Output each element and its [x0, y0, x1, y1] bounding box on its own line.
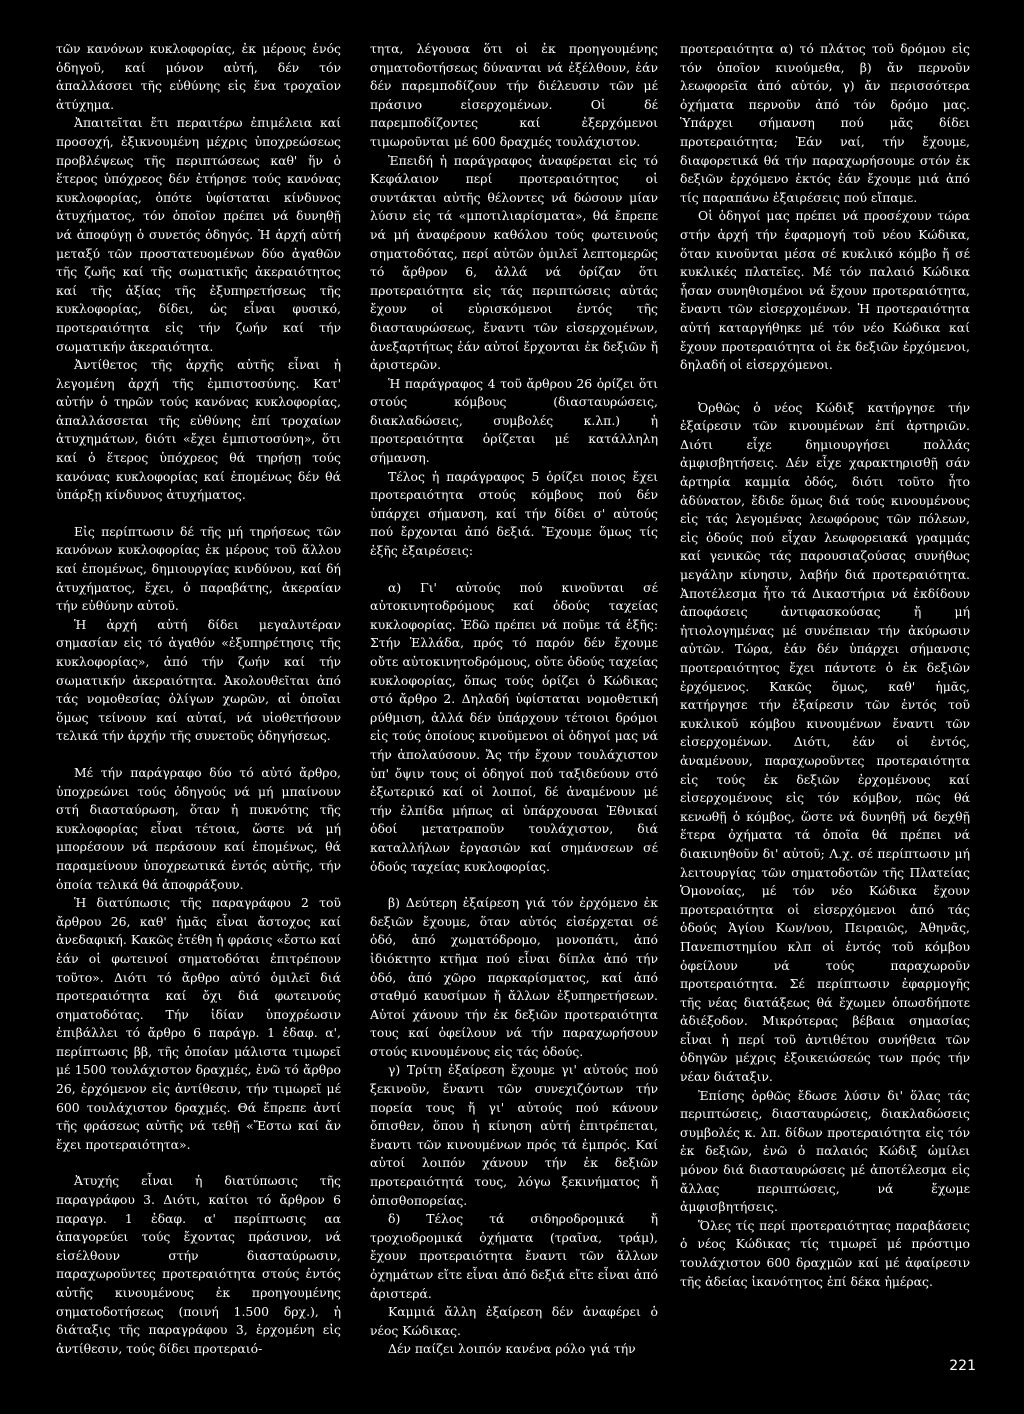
paragraph: Ἀπαιτεῖται ἔτι περαιτέρω ἐπιμέλεια καί προσοχή, ἐξικνουμένη μέχρις ὑποχρεώσεως προβλέψεως τῆς περιπτώσεως καθ' ἥν ὁ ἕτερος ὑπόχρεος δέν ἐτήρησε τούς κανόνας κυκλοφορίας, ὁπότε ὑφίσταται κίνδυνος ἀτυχήματος, τόν ὁποῖον πρέπει νά δυνηθῇ νά ἀποφύγῃ ὁ συνετός ὁδηγός. Ἡ ἀρχή αὐτή μεταξύ τῶν προστατευομένων δύο ἀγαθῶν τῆς ζωῆς καί τῆς σωματικῆς ἀκεραιότητος καί τῆς ἀξίας τῆς ἐξυπηρετήσεως τῆς κυκλοφορίας, δίδει, ὡς εἶναι φυσικό, προτεραιότητα εἰς τήν ζωήν καί τήν σωματικήν ἀκεραιότητα. [56, 115, 341, 354]
paragraph: Εἰς περίπτωσιν δέ τῆς μή τηρήσεως τῶν κανόνων κυκλοφορίας ἐκ μέρους τοῦ ἄλλου καί ἐπομένως, δημιουργίας κινδύνου, καί δή ἀτυχήματος, ἔχει, ὁ παραβάτης, ἀκεραίαν τήν εὐθύνην αὐτοῦ. [56, 523, 341, 614]
paragraph: Ἡ διατύπωσις τῆς παραγράφου 2 τοῦ ἄρθρου 26, καθ' ἡμᾶς εἶναι ἄστοχος καί ἀνεδαφική. Κακῶς ἐτέθη ἡ φράσις «ἔστω καί ἐάν οἱ φωτεινοί σηματοδόται ἐπιτρέπουν τοῦτο». Διότι τό ἄρθρο αὐτό ὁμιλεῖ διά προτεραιότητα καί ὄχι διά φωτεινούς σηματοδότας. Τήν ἰδίαν ὑποχρέωσιν ἐπιβάλλει τό ἄρθρο 6 παράγρ. 1 ἐδαφ. α', περίπτωσις ββ, τῆς ὁποίαν μάλιστα τιμωρεῖ μέ 1500 τουλάχιστον δραχμές, ἐνῶ τό ἄρθρο 26, ἐρχόμενον εἰς ἀντίθεσιν, τήν τιμωρεῖ μέ 600 τουλάχιστον δραχμές. Θά ἔπρεπε ἀντί τῆς φράσεως αὐτῆς νά τεθῇ «Ἔστω καί ἄν ἔχει προτεραιότητα». [56, 895, 341, 1152]
list-item: α) Γι' αὐτούς πού κινοῦνται σέ αὐτοκινητοδρόμους καί ὁδούς ταχείας κυκλοφορίας. Ἐδῶ πρέπει νά ποῦμε τά ἑξῆς: Στήν Ἑλλάδα, πρός τό παρόν δέν ἔχουμε οὔτε αὐτοκινητοδρόμους, οὔτε ὁδούς ταχείας κυκλοφορίας, ὅπως τούς ὁρίζει ὁ Κώδικας στό ἄρθρο 2. Δηλαδή ὑφίσταται νομοθετική ρύθμιση, ἀλλά δέν ὑπάρχουν τέτοιοι δρόμοι εἰς τούς ὁποίους κινοῦμενοι οἱ ὁδηγοί μας νά τήν ἀπολαύσουν. Ἄς τήν ἔχουν τουλάχιστον ὑπ' ὄψιν τους οἱ ὁδηγοί πού ταξιδεύουν στό ἐξωτερικό καί οἱ λοιποί, δέ ἀναμένουν μέ τήν ἐλπίδα μήπως αἱ ὑπάρχουσαι Ἐθνικαί ὁδοί μετατραποῦν τουλάχιστον, διά καταλλήλων ἐργασιῶν καί σημάνσεων σέ ὁδούς ταχείας κυκλοφορίας. [370, 579, 658, 874]
paragraph: προτεραιότητα α) τό πλάτος τοῦ δρόμου εἰς τόν ὁποῖον κινούμεθα, β) ἄν περνοῦν λεωφορεῖα ἀπό αὐτόν, γ) ἄν περισσότερα ὀχήματα περνοῦν ἀπό τόν δρόμο μας. Ὑπάρχει σήμανση πού μᾶς δίδει προτεραιότητα; Ἐάν ναί, τήν ἔχουμε, διαφορετικά θά τήν παραχωρήσουμε στόν ἐκ δεξιῶν ἐρχόμενο ἐκτός ἐάν ἔχουμε μιά ἀπό τίς παραπάνω ἐξαιρέσεις πού εἴπαμε. [680, 41, 970, 205]
paragraph: τητα, λέγουσα ὅτι οἱ ἐκ προηγουμένης σηματοδοτήσεως δύνανται νά ἐξέλθουν, ἐάν δέν παρεμποδίζουν τήν διέλευσιν τῶν μέ πράσινο εἰσερχομένων. Οἱ δέ παρεμποδίζοντες καί ἐξερχόμενοι τιμωροῦνται μέ 600 δραχμές τουλάχιστον. [370, 41, 658, 149]
paragraph: Τέλος ἡ παράγραφος 5 ὁρίζει ποιος ἔχει προτεραιότητα στούς κόμβους πού δέν ὑπάρχει σήμανση, καί τήν δίδει σ' αὐτούς πού ἔρχονται ἀπό δεξιά. Ἔχουμε ὅμως τίς ἑξῆς ἐξαιρέσεις: [370, 468, 658, 559]
paragraph: Ἐπίσης ὀρθῶς ἔδωσε λύσιν δι' ὅλας τάς περιπτώσεις, διασταυρώσεις, διακλαδώσεις συμβολές κ. λπ. δίδων προτεραιότητα εἰς τόν ἐκ δεξιῶν, ἐνῶ ὁ παλαιός Κώδιξ ὡμίλει μόνον διά διασταυρώσεις μέ ἀποτέλεσμα εἰς ἄλλας περιπτώσεις, νά ἔχωμε ἀμφισβητήσεις. [680, 1087, 970, 1215]
paragraph: Ἡ ἀρχή αὐτή δίδει μεγαλυτέραν σημασίαν εἰς τό ἀγαθόν «ἐξυπηρέτησις τῆς κυκλοφορίας», ἀπό τήν ζωήν καί τήν σωματικήν ἀκεραιότητα. Ἀκολουθεῖται ἀπό τάς νομοθεσίας ὀλίγων χωρῶν, αἱ ὁποῖαι ὅμως τείνουν καί αὐταί, νά υἱοθετήσουν τελικά τήν ἀρχήν τῆς συνετοῦς ὁδηγήσεως. [56, 616, 341, 744]
list-item: δ) Τέλος τά σιδηροδρομικά ἤ τροχιοδρομικά ὀχήματα (τραῖνα, τράμ), ἔχουν προτεραιότητα ἔναντι τῶν ἄλλων ὀχημάτων εἴτε εἶναι ἀπό δεξιά εἴτε εἶναι ἀπό ἀριστερά. [370, 1211, 658, 1301]
paragraph: Μέ τήν παράγραφο δύο τό αὐτό ἄρθρο, ὑποχρεώνει τούς ὁδηγούς νά μή μπαίνουν στή διασταύρωση, ὅταν ἡ πυκνότης τῆς κυκλοφορίας εἶναι τέτοια, ὥστε νά μή μπορέσουν νά περάσουν καί ἐπομένως, θά παραμείνουν ὑποχρεωτικά ἐντός αὐτῆς, τήν ὁποία τελικά θά ἀποφράξουν. [56, 764, 341, 892]
paragraph: Οἱ ὁδηγοί μας πρέπει νά προσέχουν τώρα στήν ἀρχή τήν ἐφαρμογή τοῦ νέου Κώδικα, ὅταν κινοῦνται μέσα σέ κυκλικό κόμβο ἤ σέ κυκλικές πλατεῖες. Μέ τόν παλαιό Κώδικα ἦσαν συνηθισμένοι νά ἔχουν προτεραιότητα, ἔναντι τῶν εἰσερχομένων. Ἡ προτεραιότητα αὐτή καταργήθηκε μέ τόν νέο Κώδικα καί ἔχουν προτεραιότητα οἱ ἐκ δεξιῶν ἐρχόμενοι, δηλαδή οἱ εἰσερχόμενοι. [680, 208, 970, 373]
list-item: β) Δεύτερη ἐξαίρεση γιά τόν ἐρχόμενο ἐκ δεξιῶν ἔχουμε, ὅταν αὐτός εἰσέρχεται σέ ὁδό, ἀπό χωματόδρομο, μονοπάτι, ἀπό ἰδιόκτητο κτῆμα πού εἶναι δίπλα ἀπό τήν ὁδό, ἀπό χῶρο παρκαρίσματος, καί ἀπό σταθμό καυσίμων ἤ ἄλλων ἐξυπηρετήσεων. Αὐτοί χάνουν τήν ἐκ δεξιῶν προτεραιότητα τους καί ὀφείλουν νά τήν παραχωρήσουν στούς κινουμένους εἰς τάς ὁδούς. [370, 895, 658, 1059]
paragraph: Δέν παίζει λοιπόν κανένα ρόλο γιά τήν [388, 1341, 636, 1357]
paragraph: Ὀρθῶς ὁ νέος Κώδιξ κατήργησε τήν ἐξαίρεσιν τῶν κινουμένων ἐπί ἀρτηριῶν. Διότι εἶχε δημιουργήσει πολλάς ἀμφισβητήσεις. Δέν εἶχε χαρακτηρισθῇ σάν ἀρτηρία καμμία ὁδός, διότι τοῦτο ἦτο ἀδύνατον, ἔδιδε ὅμως διά τούς κινουμένους εἰς τάς λεγομένας λεωφόρους τῶν πόλεων, εἰς ὁδούς πού εἶχαν λεωφορειακά γραμμάς καί γενικῶς τάς παρουσιαζούσας συνήθως μεγάλην κίνησιν, λαβήν διά προτεραιότητα. Ἀποτέλεσμα ἦτο τά Δικαστήρια νά ἐκδίδουν ἀποφάσεις ἀντιφασκούσας ἤ μή ἠτιολογημένας μέ συνέπειαν τήν ἀκύρωσιν αὐτῶν. Τώρα, ἐάν δέν ὑπάρχει σήμανσις προτεραιότητος ἔχει πάντοτε ὁ ἐκ δεξιῶν ἐρχόμενος. Κακῶς ὅμως, καθ' ἡμᾶς, κατήργησε τήν ἐξαίρεσιν τῶν ἐντός τοῦ κυκλικοῦ κόμβου κινουμένων ἔναντι τῶν εἰσερχομένων. Διότι, ἐάν οἱ ἐντός, ἀναμένουν, παραχωροῦντες προτεραιότητα εἰς τούς ἐκ δεξιῶν ἐρχομένους καί εἰσερχομένους εἰς τόν κόμβον, πῶς θά κενωθῇ ὁ κόμβος, ὥστε νά δυνηθῇ νά δεχθῇ ἕτερα ὀχήματα τά ὁποῖα θά πρέπει νά διακινηθοῦν δι' αὐτοῦ; Λ.χ. σέ περίπτωσιν μή λειτουργίας τῶν σηματοδοτῶν τῆς Πλατείας Ὁμονοίας, μέ τόν νέο Κώδικα ἔχουν προτεραιότητα οἱ εἰσερχόμενοι ἀπό τάς ὁδούς Ἁγίου Κων/νου, Πειραιῶς, Ἀθηνᾶς, Πανεπιστημίου κλπ οἱ ἐντός τοῦ κόμβου ὀφείλουν νά τούς παραχωροῦν προτεραιότητα. Σέ περίπτωσιν ἐφαρμογῆς τῆς νέας διατάξεως θά ἔχωμεν ὁπωσδήποτε ἀδιέξοδον. Μικρότερας βέβαια σημασίας εἶναι ἡ περί τοῦ ἀντιθέτου συνήθεια τῶν ὁδηγῶν μέχρις ἐξοικειώσεώς των πρός τήν νέαν διάταξιν. [680, 399, 970, 1085]
paragraph: τῶν κανόνων κυκλοφορίας, ἐκ μέρους ἑνός ὁδηγοῦ, καί μόνον αὐτή, δέν τόν ἀπαλλάσσει τῆς εὐθύνης εἰς ἕνα τροχαῖον ἀτύχημα. [56, 41, 341, 112]
page-number: 221 [949, 1358, 976, 1374]
text-column-right [680, 40, 970, 1291]
text-column-left [56, 40, 341, 1358]
paragraph: Καμμιά ἄλλη ἐξαίρεση δέν ἀναφέρει ὁ νέος Κώδικας. [370, 1304, 658, 1338]
paragraph: Ὅλες τίς περί προτεραιότητας παραβάσεις ὁ νέος Κώδικας τίς τιμωρεῖ μέ πρόστιμο τουλάχιστον 600 δραχμῶν καί μέ ἀφαίρεσιν τῆς ἀδείας ἱκανότητος ἐπί δέκα ἡμέρας. [680, 1217, 970, 1289]
paragraph: Ἡ παράγραφος 4 τοῦ ἄρθρου 26 ὁρίζει ὅτι στούς κόμβους (διασταυρώσεις, διακλαδώσεις, συμβολές κ.λπ.) ἡ προτεραιότητα ὁρίζεται μέ κατάλληλη σήμανση. [370, 375, 658, 466]
paragraph: Ἀντίθετος τῆς ἀρχῆς αὐτῆς εἶναι ἡ λεγομένη ἀρχή τῆς ἐμπιστοσύνης. Κατ' αὐτήν ὁ τηρῶν τούς κανόνας κυκλοφορίας, ἀπαλλάσσεται τῆς εὐθύνης ἐπί τροχαίων ἀτυχημάτων, διότι «ἔχει ἐμπιστοσύνη», ὅτι καί ὁ ἕτερος ὑπόχρεος θά τηρήσῃ τούς κανόνας κυκλοφορίας καί ἐπομένως δέν θά ὑπάρξῃ κίνδυνος ἀτυχήματος. [56, 357, 341, 503]
paragraph: Ἀτυχής εἶναι ἡ διατύπωσις τῆς παραγράφου 3. Διότι, καίτοι τό ἄρθρον 6 παραγρ. 1 ἐδαφ. α' περίπτωσις αα ἀπαγορεύει τούς ἔχοντας πράσινον, νά εἰσέλθουν στήν διασταύρωσιν, παραχωροῦντες προτεραιότητα στούς ἐντός αὐτῆς κινουμένους ἐκ προηγουμένης σηματοδοτήσεως (ποινή 1.500 δρχ.), ἡ διάταξις τῆς παραγράφου 3, ἐρχομένη εἰς ἀντίθεσιν, τούς δίδει προτεραιό- [56, 1173, 341, 1356]
paragraph: Ἐπειδή ἡ παράγραφος ἀναφέρεται εἰς τό Κεφάλαιον περί προτεραιότητος οἱ συντάκται αὐτῆς θέλοντες νά δώσουν μίαν λύσιν εἰς τά «μποτιλιαρίσματα», θά ἔπρεπε νά μή ἀναφέρουν καθόλου τούς φωτεινούς σηματοδότας, περί αὐτῶν ὁμιλεῖ λεπτομερῶς τό ἄρθρον 6, ἀλλά νά ὁρίζαν ὅτι προτεραιότητα εἰς τάς περιπτώσεις αὐτάς ἔχουν οἱ εὑρισκόμενοι ἐντός τῆς διασταυρώσεως, ἔναντι τῶν εἰσερχομένων, ἀνεξαρτήτως ἐάν αὐτοί ἔρχονται ἐκ δεξιῶν ἤ ἀριστερῶν. [370, 152, 658, 373]
text-column-middle [370, 40, 658, 1359]
list-item: γ) Τρίτη ἐξαίρεση ἔχουμε γι' αὐτούς πού ξεκινοῦν, ἔναντι τῶν συνεχιζόντων τήν πορεία τους ἤ γι' αὐτούς πού κάνουν ὄπισθεν, ὅπου ἡ κίνηση αὐτή ἐπιτρέπεται, ἔναντι τῶν κινουμένων πρός τά ἐμπρός. Καί αὐτοί λοιπόν χάνουν τήν ἐκ δεξιῶν προτεραιότητά τους, λόγω ξεκινήματος ἤ ὀπισθοπορείας. [370, 1062, 658, 1208]
